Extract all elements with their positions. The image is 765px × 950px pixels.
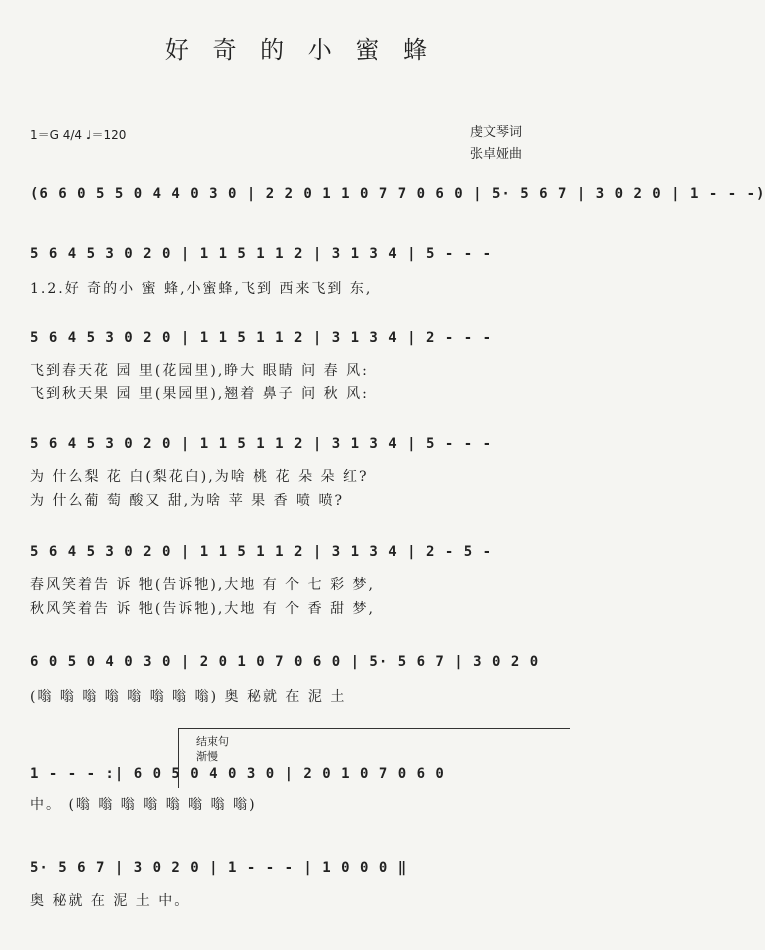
ending-mark: 结束句: [196, 735, 229, 748]
credits: [470, 122, 522, 166]
key-tempo: 1＝G 4/4 ♩＝120: [30, 128, 127, 142]
lyric-row-6: 中。 (嗡 嗡 嗡 嗡 嗡 嗡 嗡 嗡): [30, 797, 257, 813]
score-row-3: 5 6 4 5 3 0 2 0 | 1 1 5 1 1 2 | 3 1 3 4 | 5 - - -: [30, 436, 493, 452]
composer: 张卓娅曲: [470, 147, 523, 162]
score-row-5: 6 0 5 0 4 0 3 0 | 2 0 1 0 7 0 6 0 | 5· 5 6 7 | 3 0 2 0: [30, 654, 540, 670]
lyric-row-2a: 飞到春天花 园 里(花园里),睁大 眼睛 问 春 风:: [30, 363, 369, 379]
lyric-row-3a: 为 什么梨 花 白(梨花白),为啥 桃 花 朵 朵 红?: [30, 469, 369, 485]
lyric-row-7: 奥 秘就 在 泥 土 中。: [30, 893, 191, 909]
score-row-intro: (6 6 0 5 5 0 4 4 0 3 0 | 2 2 0 1 1 0 7 7 0 6 0 | 5· 5 6 7 | 3 0 2 0 | 1 - - -): [30, 186, 765, 202]
score-row-4: 5 6 4 5 3 0 2 0 | 1 1 5 1 1 2 | 3 1 3 4 | 2 - 5 -: [30, 544, 493, 560]
lyric-row-1: 1.2.好 奇的小 蜜 蜂,小蜜蜂,飞到 西来飞到 东,: [30, 281, 373, 297]
lyric-row-4b: 秋风笑着告 诉 牠(告诉牠),大地 有 个 香 甜 梦,: [30, 601, 375, 617]
lyric-row-3b: 为 什么葡 萄 酸又 甜,为啥 苹 果 香 喷 喷?: [30, 493, 345, 509]
lyric-row-4a: 春风笑着告 诉 牠(告诉牠),大地 有 个 七 彩 梦,: [30, 577, 375, 593]
ending-bracket: [178, 728, 570, 729]
song-title: 好 奇 的 小 蜜 蜂: [164, 36, 436, 64]
score-row-7: 5· 5 6 7 | 3 0 2 0 | 1 - - - | 1 0 0 0 ‖: [30, 860, 408, 876]
score-row-2: 5 6 4 5 3 0 2 0 | 1 1 5 1 1 2 | 3 1 3 4 | 2 - - -: [30, 330, 493, 346]
ritardando-mark: 渐慢: [196, 750, 218, 763]
score-row-6: 1 - - - :| 6 0 5 0 4 0 3 0 | 2 0 1 0 7 0 6 0: [30, 766, 445, 782]
lyricist: 虔文琴词: [470, 125, 523, 140]
score-row-1: 5 6 4 5 3 0 2 0 | 1 1 5 1 1 2 | 3 1 3 4 | 5 - - -: [30, 246, 493, 262]
lyric-row-2b: 飞到秋天果 园 里(果园里),翘着 鼻子 问 秋 风:: [30, 386, 369, 402]
lyric-row-5: (嗡 嗡 嗡 嗡 嗡 嗡 嗡 嗡) 奥 秘就 在 泥 土: [30, 689, 347, 705]
